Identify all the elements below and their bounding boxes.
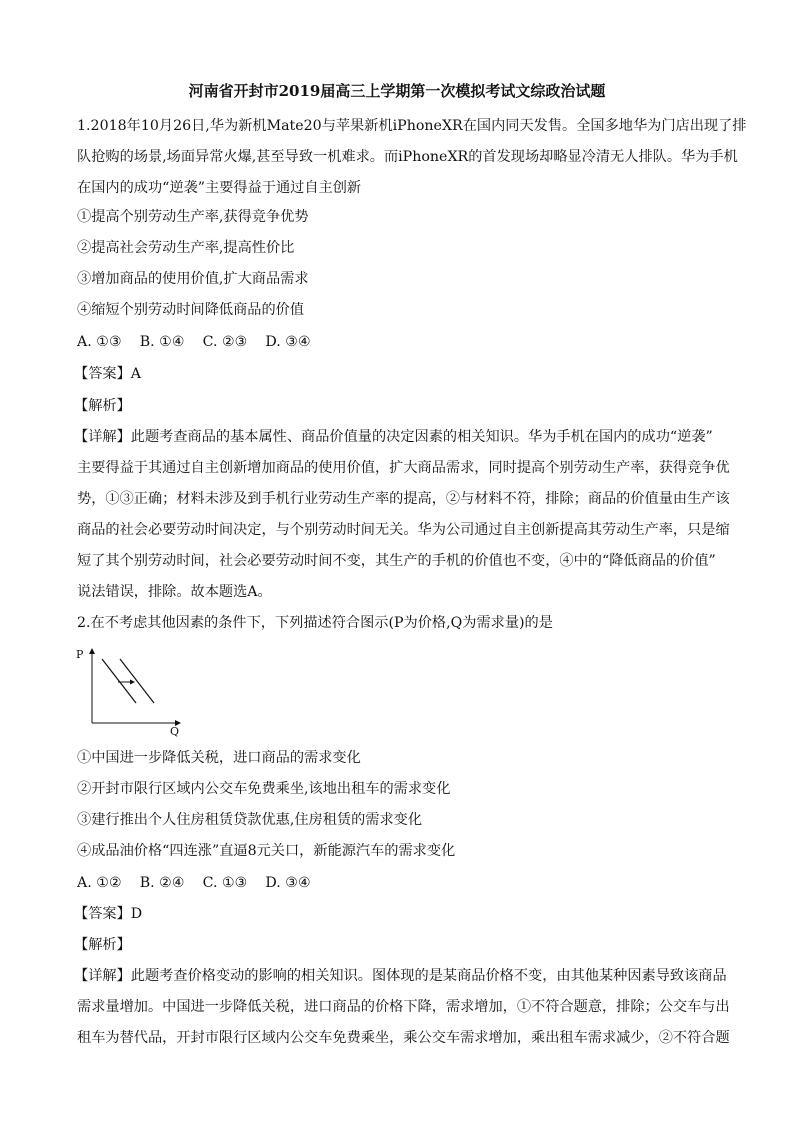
- q1-item-1: ①提高个别劳动生产率,获得竞争优势: [77, 209, 309, 225]
- q2-choices: [77, 873, 739, 893]
- figure-x-label: Q: [170, 725, 180, 737]
- q1-stem-line-1: 1.2018年10月26日,华为新机Mate20与苹果新机iPhoneXR在国内同天发售。全国多地华为门店出现了排: [77, 118, 747, 134]
- q2-detail-line-2: 需求量增加。中国进一步降低关税，进口商品的价格下降，需求增加，①不符合题意，排除；公交车与出: [77, 999, 730, 1015]
- q2-item-1: ①中国进一步降低关税，进口商品的需求变化: [77, 750, 361, 766]
- q1-choice-d: D. ③④: [265, 334, 311, 350]
- demand-curve-figure: [74, 645, 186, 737]
- q1-answer: 【答案】A: [74, 366, 141, 382]
- q1-item-2: ②提高社会劳动生产率,提高性价比: [77, 240, 295, 256]
- q1-analysis-label: 【解析】: [74, 398, 131, 414]
- q2-detail-line-1: 【详解】此题考查价格变动的影响的相关知识。图体现的是某商品价格不变，由其他某种因素导致该商品: [74, 968, 727, 984]
- q1-choices: [77, 332, 739, 352]
- q2-detail-line-3: 租车为替代品，开封市限行区域内公交车免费乘坐，乘公交车需求增加，乘出租车需求减少，②不符合题: [77, 1030, 730, 1046]
- figure-demand-curve-2: [120, 659, 154, 703]
- q1-item-3: ③增加商品的使用价值,扩大商品需求: [77, 271, 309, 287]
- q1-stem-line-2: 队抢购的场景,场面异常火爆,甚至导致一机难求。而iPhoneXR的首发现场却略显冷清无人排队。华为手机: [77, 149, 738, 165]
- q2-stem: 2.在不考虑其他因素的条件下，下列描述符合图示(P为价格,Q为需求量)的是: [77, 615, 553, 631]
- q1-detail-line-4: 商品的社会必要劳动时间决定，与个别劳动时间无关。华为公司通过自主创新提高其劳动生产率，只是缩: [77, 522, 730, 538]
- q2-answer: 【答案】D: [74, 906, 143, 922]
- page-title: 河南省开封市2019届高三上学期第一次模拟考试文综政治试题: [188, 82, 606, 100]
- figure-shift-arrowhead: [130, 680, 135, 685]
- q1-detail-line-1: 【详解】此题考查商品的基本属性、商品价值量的决定因素的相关知识。华为手机在国内的成功“逆袭”: [74, 429, 713, 445]
- q1-choice-c: C. ②③: [202, 334, 248, 350]
- q2-item-2: ②开封市限行区域内公交车免费乘坐,该地出租车的需求变化: [77, 781, 451, 797]
- q2-choice-a: A. ①②: [77, 875, 122, 891]
- q1-detail-line-3: 势，①③正确；材料未涉及到手机行业劳动生产率的提高，②与材料不符，排除；商品的价值量由生产该: [77, 491, 730, 507]
- q1-detail-line-5: 短了其个别劳动时间，社会必要劳动时间不变，其生产的手机的价值也不变，④中的“降低商品的价值”: [77, 553, 716, 569]
- figure-y-label: P: [76, 648, 84, 661]
- q1-choice-b: B. ①④: [139, 334, 185, 350]
- q1-stem-line-3: 在国内的成功“逆袭”主要得益于通过自主创新: [77, 180, 362, 196]
- figure-y-axis-arrow: [89, 648, 95, 654]
- q1-detail-line-6: 说法错误，排除。故本题选A。: [77, 584, 272, 600]
- q2-item-4: ④成品油价格“四连涨”直逼8元关口，新能源汽车的需求变化: [77, 843, 456, 859]
- q2-choice-d: D. ③④: [265, 875, 311, 891]
- q2-analysis-label: 【解析】: [74, 937, 131, 953]
- q2-choice-b: B. ②④: [139, 875, 185, 891]
- q2-item-3: ③建行推出个人住房租赁贷款优惠,住房租赁的需求变化: [77, 812, 423, 828]
- q1-item-4: ④缩短个别劳动时间降低商品的价值: [77, 302, 305, 318]
- q1-choice-a: A. ①③: [77, 334, 122, 350]
- q2-choice-c: C. ①③: [202, 875, 248, 891]
- q1-detail-line-2: 主要得益于其通过自主创新增加商品的使用价值，扩大商品需求，同时提高个别劳动生产率，获得竞争优: [77, 460, 730, 476]
